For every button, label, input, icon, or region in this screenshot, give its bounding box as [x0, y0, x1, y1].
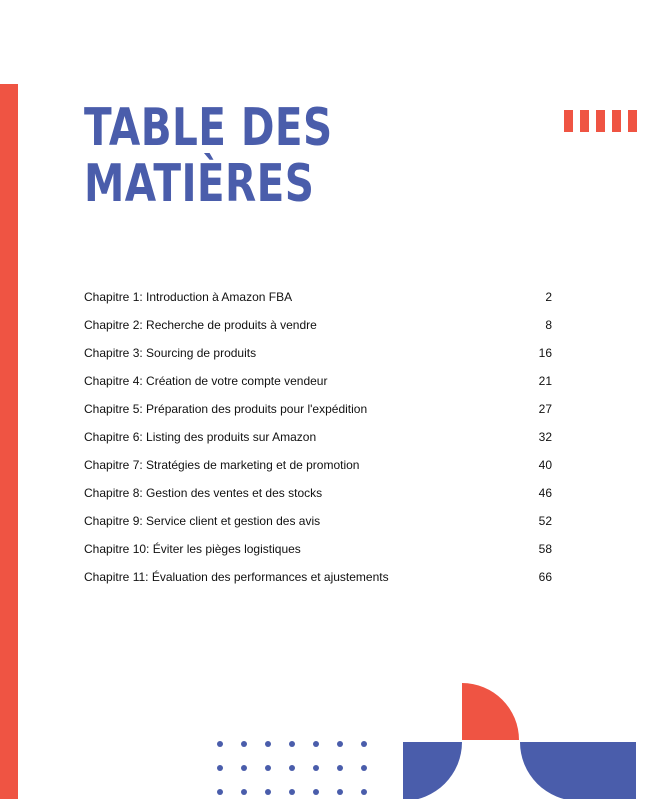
dot	[337, 765, 343, 771]
blue-quarter-circle-left	[403, 742, 462, 799]
toc-entry-1[interactable]	[84, 283, 552, 311]
toc-entry-title: Chapitre 1: Introduction à Amazon FBA	[84, 290, 293, 304]
page-title-line-1: TABLE DES	[84, 98, 333, 158]
red-quarter-circle	[462, 683, 519, 740]
dot	[337, 741, 343, 747]
toc-entry-title: Chapitre 4: Création de votre compte vendeur	[84, 374, 328, 388]
toc-entry-page: 27	[538, 402, 552, 416]
toc-entry-page: 46	[538, 486, 552, 500]
stripe	[628, 110, 637, 132]
toc-entry-9[interactable]	[84, 507, 552, 535]
dot	[337, 789, 343, 795]
dot	[313, 765, 319, 771]
dot	[241, 789, 247, 795]
dot	[361, 741, 367, 747]
toc-entry-title: Chapitre 8: Gestion des ventes et des stocks	[84, 486, 323, 500]
toc-entry-4[interactable]	[84, 367, 552, 395]
dot	[289, 789, 295, 795]
stripe	[564, 110, 573, 132]
stripe	[580, 110, 589, 132]
toc-entry-title: Chapitre 6: Listing des produits sur Amazon	[84, 430, 317, 444]
toc-entry-page: 8	[545, 318, 552, 332]
dot	[265, 765, 271, 771]
dot	[217, 765, 223, 771]
dot	[289, 741, 295, 747]
page-title-line-2: MATIÈRES	[84, 154, 315, 214]
toc-entry-page: 58	[538, 542, 552, 556]
toc-entry-title: Chapitre 10: Éviter les pièges logistiques	[84, 542, 301, 556]
dot	[361, 789, 367, 795]
toc-entry-5[interactable]	[84, 395, 552, 423]
toc-entry-page: 16	[538, 346, 552, 360]
toc-entry-title: Chapitre 3: Sourcing de produits	[84, 346, 257, 360]
table-of-contents	[84, 283, 552, 591]
left-accent-bar	[0, 84, 18, 799]
decorative-dot-grid	[217, 741, 371, 795]
toc-entry-6[interactable]	[84, 423, 552, 451]
decorative-geometric-shapes	[403, 683, 636, 799]
dot	[265, 741, 271, 747]
toc-entry-7[interactable]	[84, 451, 552, 479]
toc-entry-page: 21	[538, 374, 552, 388]
toc-entry-3[interactable]	[84, 339, 552, 367]
toc-entry-8[interactable]	[84, 479, 552, 507]
decorative-stripes	[564, 110, 644, 132]
dot	[241, 741, 247, 747]
dot	[361, 765, 367, 771]
toc-entry-2[interactable]	[84, 311, 552, 339]
page-title	[84, 100, 333, 212]
toc-entry-title: Chapitre 11: Évaluation des performances et ajustements	[84, 570, 389, 584]
stripe	[596, 110, 605, 132]
toc-entry-page: 40	[538, 458, 552, 472]
blue-quarter-circle-right	[520, 742, 636, 799]
toc-entry-page: 52	[538, 514, 552, 528]
toc-entry-title: Chapitre 7: Stratégies de marketing et de promotion	[84, 458, 360, 472]
stripe	[612, 110, 621, 132]
dot	[217, 741, 223, 747]
dot	[313, 789, 319, 795]
dot	[217, 789, 223, 795]
toc-entry-title: Chapitre 9: Service client et gestion des avis	[84, 514, 321, 528]
toc-entry-11[interactable]	[84, 563, 552, 591]
toc-entry-title: Chapitre 2: Recherche de produits à vendre	[84, 318, 317, 332]
dot	[241, 765, 247, 771]
toc-entry-page: 66	[538, 570, 552, 584]
toc-entry-page: 32	[538, 430, 552, 444]
dot	[313, 741, 319, 747]
toc-entry-title: Chapitre 5: Préparation des produits pour l'expédition	[84, 402, 368, 416]
toc-entry-10[interactable]	[84, 535, 552, 563]
dot	[265, 789, 271, 795]
toc-entry-page: 2	[545, 290, 552, 304]
dot	[289, 765, 295, 771]
